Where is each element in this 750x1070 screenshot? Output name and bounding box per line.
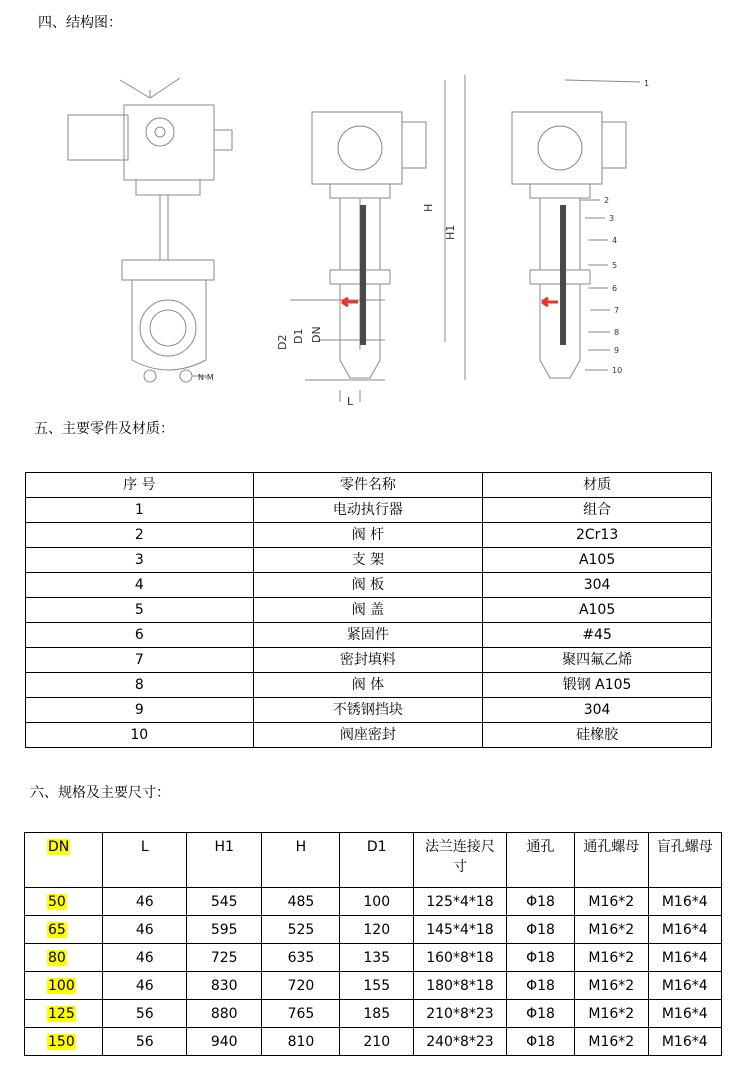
- table-cell: 635: [262, 944, 340, 972]
- table-row: [25, 1028, 722, 1056]
- highlight-dn: 50: [48, 893, 66, 910]
- table-cell: 135: [340, 944, 414, 972]
- callout-1: 1: [644, 79, 650, 88]
- table-cell: [25, 944, 103, 972]
- table-row: [26, 723, 712, 748]
- table-cell: 2: [26, 523, 254, 548]
- valve-parts-view: [512, 80, 640, 378]
- flange-header: 法兰连接尺寸: [424, 839, 495, 875]
- table-row: [26, 648, 712, 673]
- table-row: [26, 598, 712, 623]
- callout-6: 6: [612, 284, 618, 293]
- callout-10: 10: [612, 366, 623, 375]
- table-row: [26, 698, 712, 723]
- callout-2: 2: [604, 196, 610, 205]
- header-cell: D1: [340, 833, 414, 888]
- table-cell: M16*2: [575, 888, 648, 916]
- table-header-row: [25, 833, 722, 888]
- table-cell: M16*2: [575, 916, 648, 944]
- table-row: [26, 498, 712, 523]
- table-cell: Φ18: [506, 944, 574, 972]
- table-cell: 硅橡胶: [483, 723, 712, 748]
- table-cell: Φ18: [506, 888, 574, 916]
- table-cell: 485: [262, 888, 340, 916]
- table-cell: [25, 972, 103, 1000]
- table-cell: 46: [103, 888, 187, 916]
- table-cell: 56: [103, 1000, 187, 1028]
- header-cell: [648, 833, 721, 888]
- header-cell: [575, 833, 648, 888]
- label-nm: N-M: [198, 373, 214, 382]
- parts-section-title: 五、主要零件及材质：: [34, 421, 174, 437]
- header-cell: H1: [187, 833, 262, 888]
- table-cell: A105: [483, 548, 712, 573]
- table-cell: M16*4: [648, 1000, 721, 1028]
- table-cell: 160*8*18: [414, 944, 507, 972]
- table-cell: 185: [340, 1000, 414, 1028]
- table-row: [25, 944, 722, 972]
- table-cell: 阀座密封: [253, 723, 483, 748]
- table-cell: 595: [187, 916, 262, 944]
- table-cell: 2Cr13: [483, 523, 712, 548]
- label-d2: D2: [276, 334, 289, 350]
- table-cell: Φ18: [506, 972, 574, 1000]
- table-cell: 电动执行器: [253, 498, 483, 523]
- table-cell: Φ18: [506, 1028, 574, 1056]
- header-cell: 通孔: [506, 833, 574, 888]
- table-cell: 720: [262, 972, 340, 1000]
- table-cell: 组合: [483, 498, 712, 523]
- highlight-dn: 65: [48, 921, 66, 938]
- highlight-dn: 125: [48, 1005, 75, 1022]
- table-cell: 56: [103, 1028, 187, 1056]
- table-cell: 9: [26, 698, 254, 723]
- table-cell: 155: [340, 972, 414, 1000]
- highlight-dn: 150: [48, 1033, 75, 1050]
- table-cell: 46: [103, 944, 187, 972]
- table-cell: 密封填料: [253, 648, 483, 673]
- parts-material-table: [25, 472, 712, 748]
- table-cell: 545: [187, 888, 262, 916]
- table-cell: 46: [103, 972, 187, 1000]
- table-cell: 940: [187, 1028, 262, 1056]
- header-cell: H: [262, 833, 340, 888]
- table-row: [25, 1000, 722, 1028]
- table-cell: [25, 1028, 103, 1056]
- table-cell: M16*2: [575, 972, 648, 1000]
- table-cell: 210*8*23: [414, 1000, 507, 1028]
- table-cell: [25, 1000, 103, 1028]
- table-cell: M16*2: [575, 944, 648, 972]
- table-cell: M16*4: [648, 1028, 721, 1056]
- table-cell: M16*2: [575, 1028, 648, 1056]
- table-cell: 725: [187, 944, 262, 972]
- highlight-dn: DN: [48, 839, 70, 855]
- table-cell: M16*4: [648, 916, 721, 944]
- table-cell: M16*4: [648, 888, 721, 916]
- table-cell: M16*4: [648, 944, 721, 972]
- table-cell: M16*4: [648, 972, 721, 1000]
- valve-structure-diagram: [40, 60, 700, 410]
- table-row: [25, 888, 722, 916]
- callout-8: 8: [614, 328, 620, 337]
- label-h1: H1: [444, 224, 457, 240]
- header-cell: L: [103, 833, 187, 888]
- callout-9: 9: [614, 346, 620, 355]
- table-row: [26, 623, 712, 648]
- table-cell: 830: [187, 972, 262, 1000]
- table-cell: 100: [340, 888, 414, 916]
- label-h: H: [422, 203, 435, 212]
- table-cell: 765: [262, 1000, 340, 1028]
- table-cell: 304: [483, 573, 712, 598]
- table-cell: 阀 盖: [253, 598, 483, 623]
- table-row: [26, 673, 712, 698]
- table-cell: A105: [483, 598, 712, 623]
- table-cell: M16*2: [575, 1000, 648, 1028]
- table-cell: [25, 888, 103, 916]
- header-cell: 零件名称: [253, 473, 483, 498]
- label-l: L: [347, 395, 354, 408]
- structure-section-title: 四、结构图：: [38, 15, 122, 31]
- table-cell: 聚四氟乙烯: [483, 648, 712, 673]
- header-cell: 材质: [483, 473, 712, 498]
- valve-dimension-view: [290, 75, 465, 402]
- table-row: [26, 548, 712, 573]
- table-cell: 210: [340, 1028, 414, 1056]
- highlight-dn: 80: [48, 949, 66, 966]
- table-cell: 3: [26, 548, 254, 573]
- callout-4: 4: [612, 236, 618, 245]
- callout-5: 5: [612, 261, 618, 270]
- table-cell: 7: [26, 648, 254, 673]
- table-row: [26, 573, 712, 598]
- table-cell: 紧固件: [253, 623, 483, 648]
- valve-side-view: [68, 78, 232, 382]
- table-cell: Φ18: [506, 916, 574, 944]
- highlight-dn: 100: [48, 977, 75, 994]
- table-cell: [25, 916, 103, 944]
- table-cell: 不锈钢挡块: [253, 698, 483, 723]
- table-cell: 阀 体: [253, 673, 483, 698]
- specs-dimension-table: [24, 832, 722, 1056]
- header-cell: 序 号: [26, 473, 254, 498]
- table-cell: 4: [26, 573, 254, 598]
- table-cell: 锻钢 A105: [483, 673, 712, 698]
- table-cell: 304: [483, 698, 712, 723]
- table-cell: 1: [26, 498, 254, 523]
- table-cell: 6: [26, 623, 254, 648]
- callout-3: 3: [609, 214, 615, 223]
- through-nut-header: 通孔螺母: [583, 839, 640, 855]
- table-row: [25, 916, 722, 944]
- table-cell: 880: [187, 1000, 262, 1028]
- table-row: [26, 523, 712, 548]
- table-cell: Φ18: [506, 1000, 574, 1028]
- table-cell: 240*8*23: [414, 1028, 507, 1056]
- header-cell: [25, 833, 103, 888]
- table-cell: 525: [262, 916, 340, 944]
- table-cell: 5: [26, 598, 254, 623]
- table-cell: 125*4*18: [414, 888, 507, 916]
- label-d1: D1: [292, 328, 305, 344]
- label-dn: DN: [310, 326, 323, 343]
- table-cell: 145*4*18: [414, 916, 507, 944]
- table-cell: 8: [26, 673, 254, 698]
- header-cell: [414, 833, 507, 888]
- table-cell: 阀 板: [253, 573, 483, 598]
- table-cell: 180*8*18: [414, 972, 507, 1000]
- table-cell: #45: [483, 623, 712, 648]
- table-cell: 阀 杆: [253, 523, 483, 548]
- table-cell: 10: [26, 723, 254, 748]
- table-row: [25, 972, 722, 1000]
- table-cell: 46: [103, 916, 187, 944]
- table-cell: 810: [262, 1028, 340, 1056]
- specs-section-title: 六、规格及主要尺寸：: [30, 785, 170, 801]
- table-cell: 支 架: [253, 548, 483, 573]
- callout-7: 7: [614, 306, 620, 315]
- table-cell: 120: [340, 916, 414, 944]
- table-header-row: [26, 473, 712, 498]
- blind-nut-header: 盲孔螺母: [656, 839, 713, 855]
